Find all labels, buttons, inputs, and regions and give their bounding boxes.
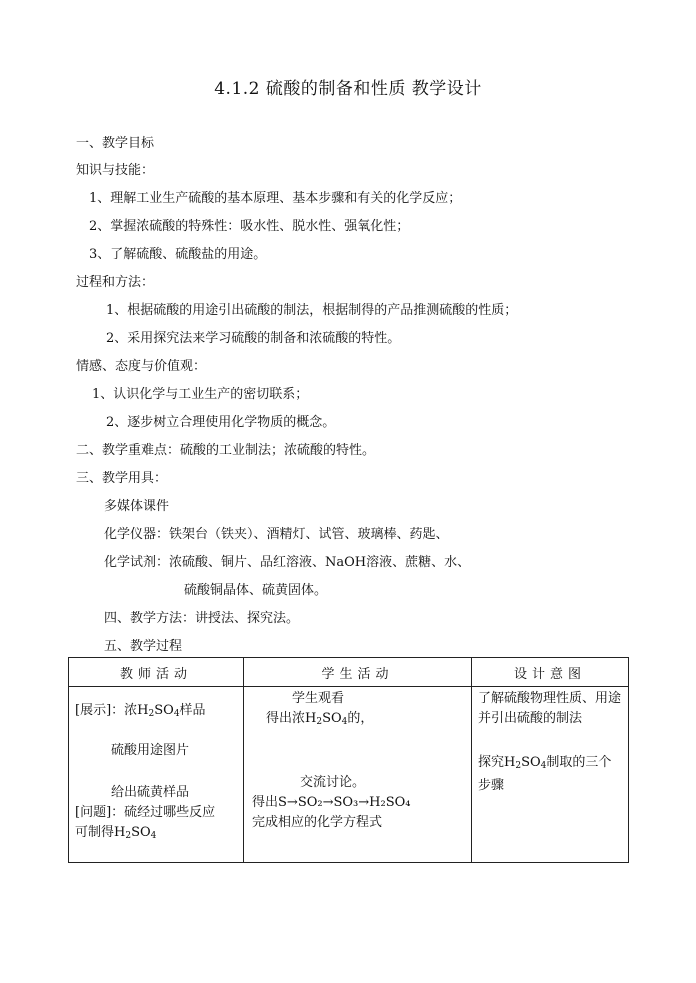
tools-multimedia: 多媒体课件: [104, 499, 170, 514]
formula-sub-4: 4: [150, 831, 157, 841]
header-teacher-activity: 教师活动: [69, 658, 244, 687]
emotion-item: 2、逐步树立合理使用化学物质的概念。: [106, 415, 336, 430]
formula-h: H: [305, 711, 317, 726]
formula-sub-4: 4: [341, 717, 348, 727]
student-derive-prefix: 得出: [252, 795, 279, 810]
process-item: 2、采用探究法来学习硫酸的制备和浓硫酸的特性。: [106, 331, 401, 346]
formula-sub-2: 2: [515, 761, 522, 771]
tools-heading: 三、教学用具：: [76, 471, 168, 486]
teacher-question-prefix: 可制得: [75, 825, 115, 840]
student-obtain-suffix: 的，: [347, 711, 374, 726]
teacher-question-line2: [75, 825, 156, 844]
student-equations: 完成相应的化学方程式: [252, 815, 383, 830]
header-student-activity: 学生活动: [244, 658, 472, 687]
tools-reagents-cont: 硫酸铜晶体、硫黄固体。: [184, 583, 328, 598]
student-obtain-prefix: 得出浓: [266, 711, 306, 726]
teacher-show-suffix: 样品: [179, 703, 206, 718]
student-obtain-line: [266, 711, 373, 730]
intent-explore-steps: [478, 753, 624, 796]
formula-sub-2: 2: [316, 717, 323, 727]
knowledge-item: 2、掌握浓硫酸的特殊性：吸水性、脱水性、强氧化性；: [89, 219, 410, 234]
knowledge-item: 3、了解硫酸、硫酸盐的用途。: [89, 247, 267, 262]
header-design-intent: 设计意图: [472, 658, 629, 687]
process-heading-5: 五、教学过程: [104, 639, 183, 654]
formula-sub-2: 2: [148, 709, 155, 719]
formula-so: SO: [131, 825, 151, 840]
formula-h: H: [137, 703, 149, 718]
formula-so: SO: [322, 711, 342, 726]
formula-h: H: [114, 825, 126, 840]
teacher-sulfur-sample: 给出硫黄样品: [111, 785, 190, 800]
key-points: 二、教学重难点：硫酸的工业制法；浓硫酸的特性。: [76, 443, 376, 458]
teacher-pictures: 硫酸用途图片: [111, 743, 190, 758]
reaction-chain: S→SO₂→SO₃→H₂SO₄: [278, 795, 411, 810]
page-title: 4.1.2 硫酸的制备和性质 教学设计: [214, 79, 482, 99]
teaching-process-table: [68, 657, 629, 863]
student-derive-line: [252, 795, 410, 811]
objectives-heading: 一、教学目标: [76, 136, 155, 151]
formula-sub-4: 4: [173, 709, 180, 719]
process-item: 1、根据硫酸的用途引出硫酸的制法，根据制得的产品推测硫酸的性质；: [106, 303, 518, 318]
student-discuss: 交流讨论。: [300, 775, 366, 790]
design-intent-cell: [472, 687, 629, 863]
formula-h: H: [504, 755, 516, 770]
emotion-heading: 情感、态度与价值观：: [76, 359, 207, 374]
knowledge-heading: 知识与技能：: [76, 163, 155, 178]
intent-physical-properties: 了解硫酸物理性质、用途并引出硫酸的制法: [478, 691, 622, 726]
table-row: [69, 687, 629, 863]
teacher-show-line: [75, 703, 206, 722]
process-heading: 过程和方法：: [76, 275, 155, 290]
teacher-activity-cell: [69, 687, 244, 863]
tools-instruments: 化学仪器：铁架台（铁夹）、酒精灯、试管、玻璃棒、药匙、: [104, 527, 449, 542]
teacher-question-line1: [问题]：硫经过哪些反应: [75, 805, 216, 820]
knowledge-item: 1、理解工业生产硫酸的基本原理、基本步骤和有关的化学反应；: [89, 191, 462, 206]
table-header-row: [69, 658, 629, 687]
intent-explore-suffix: 制取的三个步骤: [478, 755, 612, 793]
student-observe: 学生观看: [292, 691, 345, 706]
methods: 四、教学方法：讲授法、探究法。: [104, 611, 300, 626]
teacher-show-text: [展示]：浓: [75, 703, 138, 718]
intent-explore-prefix: 探究: [478, 755, 505, 770]
formula-sub-4: 4: [540, 761, 547, 771]
formula-so: SO: [154, 703, 174, 718]
tools-reagents: 化学试剂：浓硫酸、铜片、品红溶液、NaOH溶液、蔗糖、水、: [104, 555, 471, 570]
formula-sub-2: 2: [125, 831, 132, 841]
formula-so: SO: [521, 755, 541, 770]
emotion-item: 1、认识化学与工业生产的密切联系；: [92, 387, 309, 402]
student-activity-cell: [244, 687, 472, 863]
